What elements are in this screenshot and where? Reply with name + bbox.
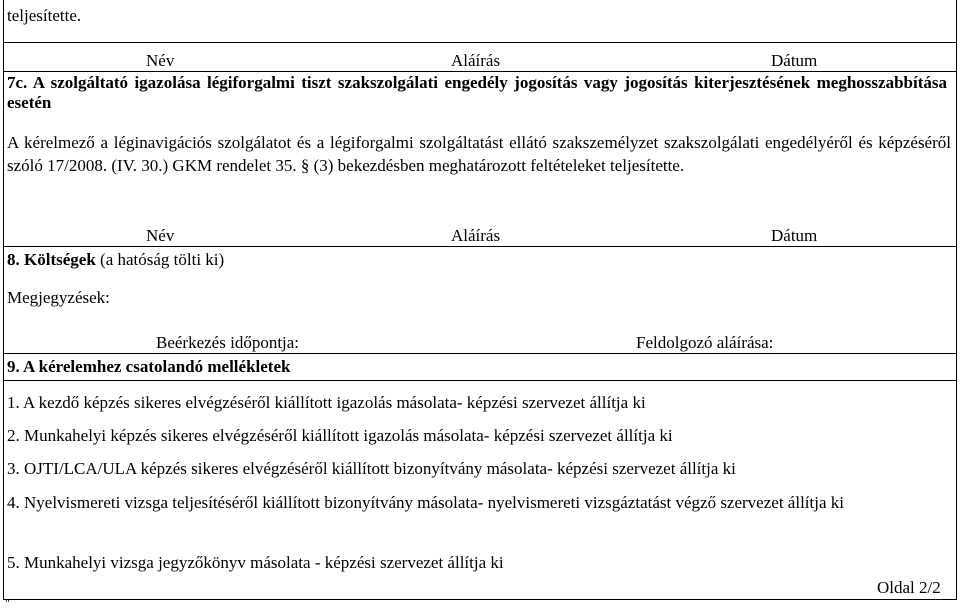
attachment-item: 1. A kezdő képzés sikeres elvégzéséről kiállított igazolás másolata- képzési szervezet állítja ki xyxy=(7,393,646,412)
footer-mark: " xyxy=(5,596,10,610)
divider xyxy=(3,353,956,354)
sig2-name-label: Név xyxy=(146,226,175,245)
section-9-title: 9. A kérelemhez csatolandó mellékletek xyxy=(7,357,291,376)
section-8-title-rest: (a hatóság tölti ki) xyxy=(95,250,225,269)
divider xyxy=(3,599,956,600)
section-8-title-bold: 8. Költségek xyxy=(7,250,96,269)
section-7c-title: 7c. A szolgáltató igazolása légiforgalmi tiszt szakszolgálati engedély jogosítás vagy jogosítás kiterjesztésének meghosszabbítása esetén xyxy=(7,73,947,112)
processor-signature-label: Feldolgozó aláírása: xyxy=(636,333,774,352)
remarks-label: Megjegyzések: xyxy=(7,288,110,307)
sig2-signature-label: Aláírás xyxy=(451,226,501,245)
divider xyxy=(3,71,956,72)
attachment-item: 3. OJTI/LCA/ULA képzés sikeres elvégzéséről kiállított bizonyítvány másolata- képzési szervezet állítja ki xyxy=(7,459,736,478)
attachment-item: 4. Nyelvismereti vizsga teljesítéséről kiállított bizonyítvány másolata- nyelvismereti vizsgáztatást végző szervezet állítja ki xyxy=(7,493,844,512)
attachment-item: 5. Munkahelyi vizsga jegyzőkönyv másolata - képzési szervezet állítja ki xyxy=(7,553,504,572)
sig2-date-label: Dátum xyxy=(771,226,818,245)
section-8-title xyxy=(7,249,224,270)
attachment-item: 2. Munkahelyi képzés sikeres elvégzéséről kiállított igazolás másolata- képzési szervezet állítja ki xyxy=(7,426,673,445)
section-7c-text: A kérelmező a léginavigációs szolgálatot és a légiforgalmi szolgáltatást ellátó szakszemélyzet szakszolgálati engedélyéről és képzéséről szóló 17/2008. (IV. 30.) GKM rendelet 35. § (3) bekezdésben meghatározott feltételeket teljesítette. xyxy=(7,133,951,175)
divider xyxy=(3,42,956,43)
sig1-signature-label: Aláírás xyxy=(451,51,501,70)
received-date-label: Beérkezés időpontja: xyxy=(156,333,300,352)
divider xyxy=(3,380,956,381)
sig1-name-label: Név xyxy=(146,51,175,70)
page-number: Oldal 2/2 xyxy=(877,578,941,597)
sig1-date-label: Dátum xyxy=(771,51,818,70)
top-text: teljesítette. xyxy=(7,6,82,25)
divider xyxy=(3,246,956,247)
